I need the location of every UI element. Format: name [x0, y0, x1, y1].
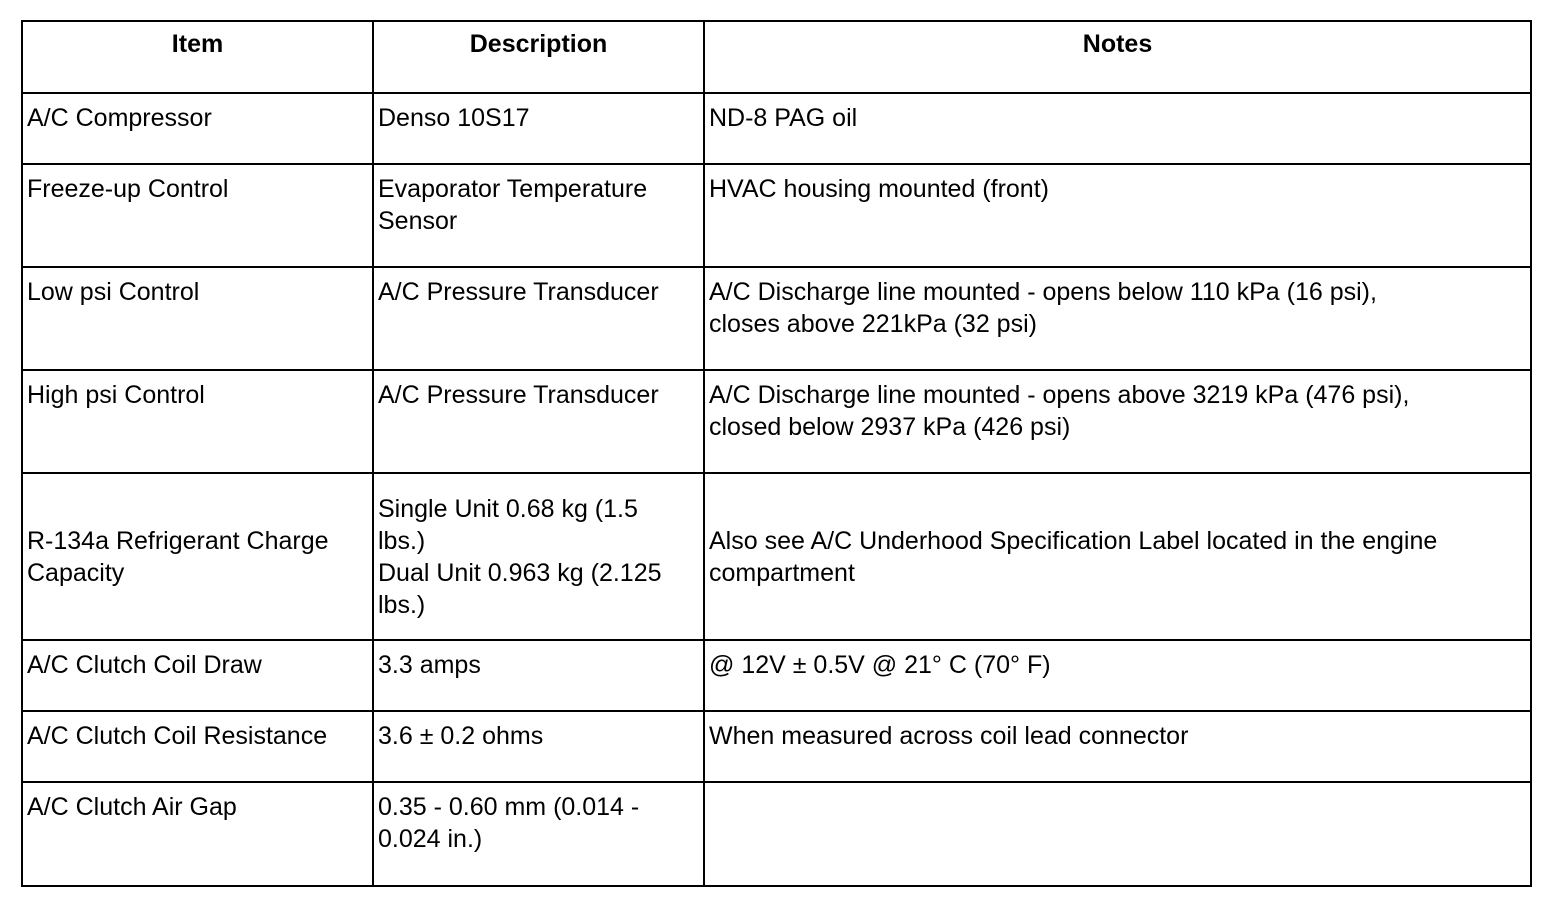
- cell-notes: When measured across coil lead connector: [704, 711, 1531, 782]
- cell-description: 3.3 amps: [373, 640, 704, 711]
- cell-notes: A/C Discharge line mounted - opens below 110 kPa (16 psi), closes above 221kPa (32 psi): [704, 267, 1531, 370]
- table-row: [22, 640, 1531, 711]
- cell-notes: Also see A/C Underhood Specification Label located in the engine compartment: [704, 473, 1531, 640]
- cell-item: Freeze-up Control: [22, 164, 373, 267]
- cell-item: A/C Compressor: [22, 93, 373, 164]
- cell-item: High psi Control: [22, 370, 373, 473]
- cell-description: A/C Pressure Transducer: [373, 370, 704, 473]
- table-row: [22, 711, 1531, 782]
- table-row: [22, 93, 1531, 164]
- table-row: [22, 370, 1531, 473]
- table-row: [22, 782, 1531, 886]
- cell-item: A/C Clutch Air Gap: [22, 782, 373, 886]
- cell-description: A/C Pressure Transducer: [373, 267, 704, 370]
- cell-notes: @ 12V ± 0.5V @ 21° C (70° F): [704, 640, 1531, 711]
- cell-notes: ND-8 PAG oil: [704, 93, 1531, 164]
- table-row: [22, 267, 1531, 370]
- cell-description: Evaporator Temperature Sensor: [373, 164, 704, 267]
- cell-description: 0.35 - 0.60 mm (0.014 - 0.024 in.): [373, 782, 704, 886]
- cell-notes: A/C Discharge line mounted - opens above 3219 kPa (476 psi), closed below 2937 kPa (426 psi): [704, 370, 1531, 473]
- header-description: Description: [373, 21, 704, 93]
- table-row: [22, 164, 1531, 267]
- table-header-row: [22, 21, 1531, 93]
- cell-notes: HVAC housing mounted (front): [704, 164, 1531, 267]
- cell-item: A/C Clutch Coil Draw: [22, 640, 373, 711]
- spec-table: [21, 20, 1532, 887]
- cell-description: Denso 10S17: [373, 93, 704, 164]
- header-notes: Notes: [704, 21, 1531, 93]
- cell-notes: [704, 782, 1531, 886]
- cell-item: R-134a Refrigerant Charge Capacity: [22, 473, 373, 640]
- cell-description: Single Unit 0.68 kg (1.5 lbs.) Dual Unit 0.963 kg (2.125 lbs.): [373, 473, 704, 640]
- cell-item: A/C Clutch Coil Resistance: [22, 711, 373, 782]
- table-row: [22, 473, 1531, 640]
- cell-description: 3.6 ± 0.2 ohms: [373, 711, 704, 782]
- header-item: Item: [22, 21, 373, 93]
- cell-item: Low psi Control: [22, 267, 373, 370]
